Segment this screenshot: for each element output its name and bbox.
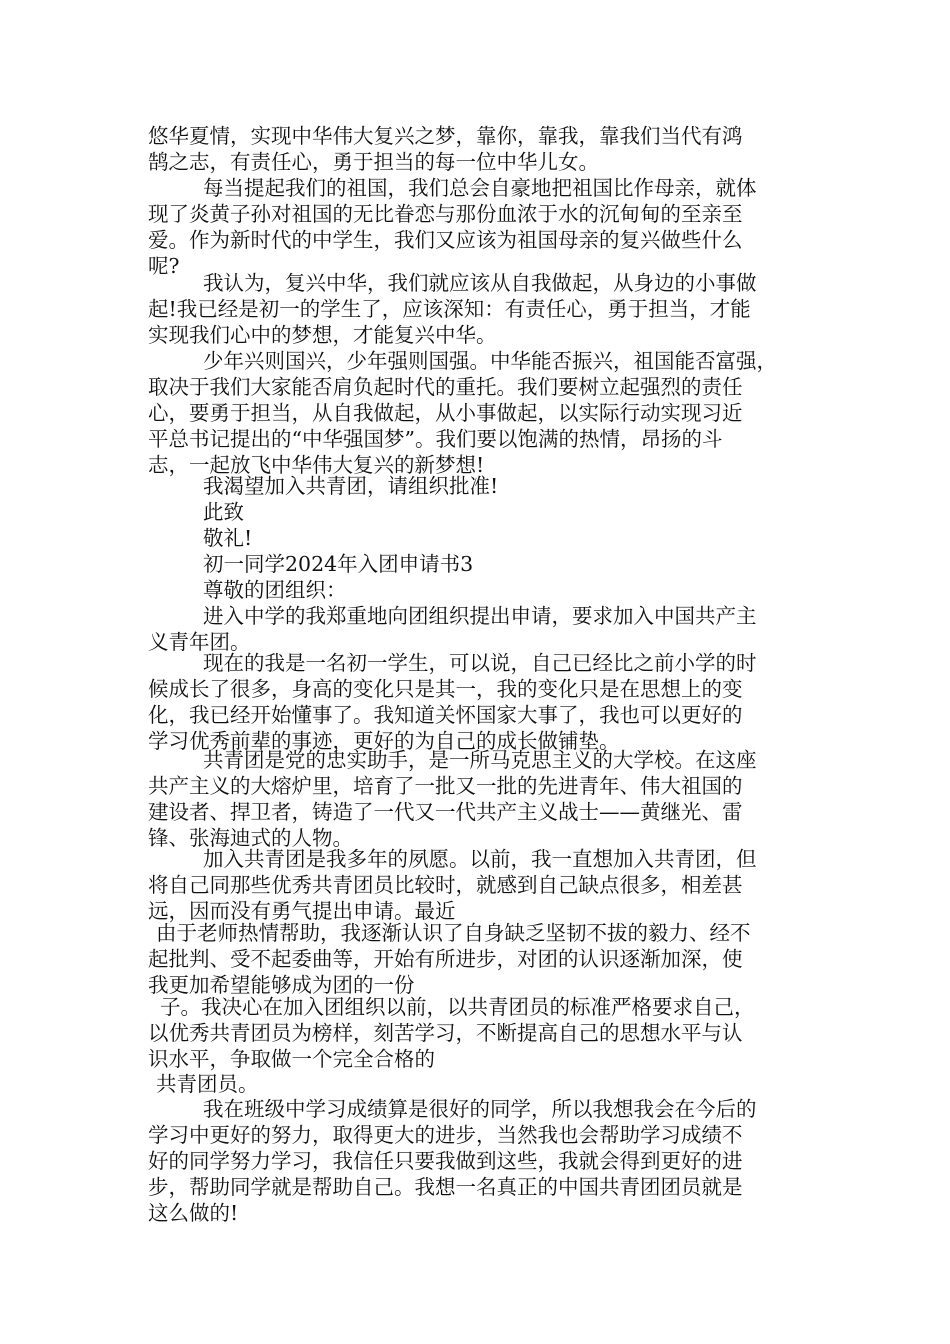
text-line: 爱。作为新时代的中学生，我们又应该为祖国母亲的复兴做些什么 (148, 228, 743, 252)
text-line: 实现我们心中的梦想，才能复兴中华。 (148, 323, 497, 347)
text-line: 我更加希望能够成为团的一份 (148, 973, 415, 997)
text-line: 此致 (203, 500, 244, 524)
text-line: 我在班级中学习成绩算是很好的同学，所以我想我会在今后的 (203, 1097, 757, 1121)
text-line: 锋、张海迪式的人物。 (148, 826, 353, 850)
text-line: 将自己同那些优秀共青团员比较时，就感到自己缺点很多，相差甚 (148, 873, 743, 897)
text-line: 候成长了很多，身高的变化只是其一，我的变化只是在思想上的变 (148, 677, 743, 701)
text-line: 化，我已经开始懂事了。我知道关怀国家大事了，我也可以更好的 (148, 703, 743, 727)
text-line: 呢? (148, 254, 180, 278)
text-line: 现了炎黄子孙对祖国的无比眷恋与那份血浓于水的沉甸甸的至亲至 (148, 202, 743, 226)
text-line: 进入中学的我郑重地向团组织提出申请，要求加入中国共产主 (203, 604, 757, 628)
text-line: 悠华夏情，实现中华伟大复兴之梦，靠你，靠我，靠我们当代有鸿 (148, 124, 743, 148)
text-line: 共青团员。 (156, 1072, 259, 1096)
text-line: 由于老师热情帮助，我逐渐认识了自身缺乏坚韧不拔的毅力、经不 (156, 921, 751, 945)
text-line: 志，一起放飞中华伟大复兴的新梦想! (148, 453, 485, 477)
text-line: 初一同学2024年入团申请书3 (203, 552, 474, 576)
text-line: 这么做的! (148, 1201, 239, 1225)
text-line: 义青年团。 (148, 630, 251, 654)
text-line: 鹄之志，有责任心，勇于担当的每一位中华儿女。 (148, 150, 599, 174)
text-line: 现在的我是一名初一学生，可以说，自己已经比之前小学的时 (203, 651, 757, 675)
text-line: 取决于我们大家能否肩负起时代的重托。我们要树立起强烈的责任 (148, 375, 743, 399)
text-line: 识水平，争取做一个完全合格的 (148, 1047, 435, 1071)
text-line: 加入共青团是我多年的夙愿。以前，我一直想加入共青团，但 (203, 847, 757, 871)
text-line: 起批判、受不起委曲等，开始有所进步，对团的认识逐渐加深，使 (148, 947, 743, 971)
text-line: 建设者、捍卫者，铸造了一代又一代共产主义战士——黄继光、雷 (148, 800, 743, 824)
text-line: 心，要勇于担当，从自我做起，从小事做起，以实际行动实现习近 (148, 401, 743, 425)
text-line: 子。我决心在加入团组织以前，以共青团员的标准严格要求自己， (160, 995, 755, 1019)
text-line: 步，帮助同学就是帮助自己。我想一名真正的中国共青团团员就是 (148, 1175, 743, 1199)
text-line: 远，因而没有勇气提出申请。最近 (148, 899, 456, 923)
text-line: 我认为，复兴中华，我们就应该从自我做起，从身边的小事做 (203, 271, 757, 295)
text-line: 敬礼! (203, 526, 253, 550)
text-line: 以优秀共青团员为榜样，刻苦学习，不断提高自己的思想水平与认 (148, 1021, 743, 1045)
text-line: 每当提起我们的祖国，我们总会自豪地把祖国比作母亲，就体 (203, 176, 757, 200)
text-line: 学习优秀前辈的事迹，更好的为自己的成长做铺垫。 (148, 729, 620, 753)
text-line: 平总书记提出的“中华强国梦”。我们要以饱满的热情，昂扬的斗 (148, 427, 723, 451)
text-line: 共青团是党的忠实助手，是一所马克思主义的大学校。在这座 (203, 748, 757, 772)
text-line: 好的同学努力学习，我信任只要我做到这些，我就会得到更好的进 (148, 1149, 743, 1173)
text-line: 起!我已经是初一的学生了，应该深知：有责任心，勇于担当，才能 (148, 297, 751, 321)
text-line: 学习中更好的努力，取得更大的进步，当然我也会帮助学习成绩不 (148, 1123, 743, 1147)
text-line: 尊敬的团组织： (203, 578, 347, 602)
text-line: 我渴望加入共青团，请组织批准! (203, 474, 499, 498)
text-line: 少年兴则国兴，少年强则国强。中华能否振兴，祖国能否富强， (203, 349, 777, 373)
text-line: 共产主义的大熔炉里，培育了一批又一批的先进青年、伟大祖国的 (148, 774, 743, 798)
